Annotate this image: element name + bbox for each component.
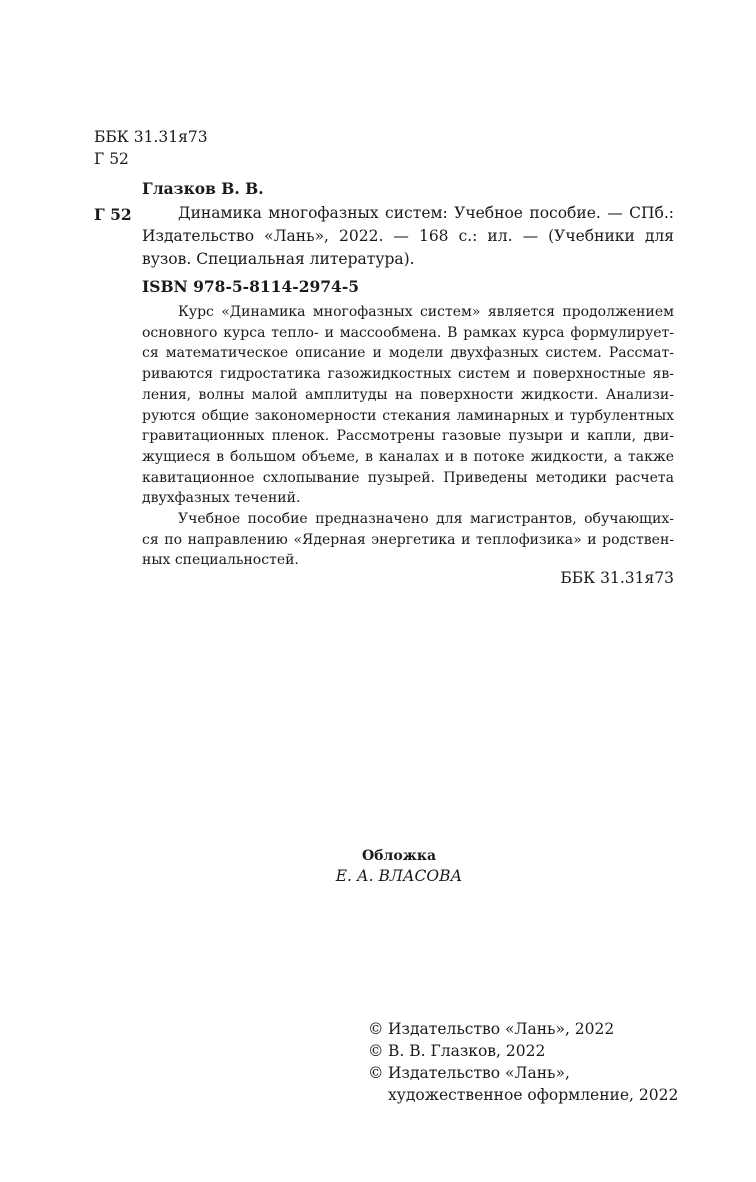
abstract-line: жущиеся в большом объеме, в каналах и в потоке жидкости, а также: [142, 448, 674, 465]
copyright-text: В. В. Глазков, 2022: [388, 1042, 546, 1060]
abstract-line: руются общие закономерности стекания ламинарных и турбулентных: [142, 407, 674, 424]
biblio-line: Динамика многофазных систем: Учебное пособие. — СПб.:: [178, 204, 674, 222]
copyright-text: Издательство «Лань», 2022: [388, 1020, 615, 1038]
author-mark-left: Г 52: [94, 205, 132, 224]
author-name: Глазков В. В.: [142, 179, 264, 198]
cover-credit: [0, 846, 756, 886]
biblio-line: Издательство «Лань», 2022. — 168 с.: ил. — (Учебники для: [142, 227, 674, 245]
abstract-line: основного курса тепло- и массообмена. В рамках курса формулирует-: [142, 324, 674, 341]
copyright-continuation: художественное оформление, 2022: [388, 1086, 679, 1104]
copyright-text: Издательство «Лань»,: [388, 1064, 570, 1082]
copyright-row: [368, 1040, 678, 1062]
copyright-icon: ©: [368, 1064, 384, 1082]
isbn: ISBN 978-5-8114-2974-5: [142, 277, 360, 296]
bbk-index-bottom: ББК 31.31я73: [560, 569, 674, 587]
copyright-icon: ©: [368, 1042, 384, 1060]
cover-designer-name: Е. А. ВЛАСОВА: [335, 867, 463, 885]
abstract-line: ления, волны малой амплитуды на поверхности жидкости. Анализи-: [142, 386, 674, 403]
abstract-line: Курс «Динамика многофазных систем» является продолжением: [178, 304, 674, 320]
author-mark: Г 52: [94, 150, 129, 168]
copyright-row: [368, 1018, 678, 1040]
copyright-block: [368, 1018, 678, 1106]
biblio-line: вузов. Специальная литература).: [142, 250, 415, 268]
abstract-line: риваются гидростатика газожидкостных систем и поверхностные яв-: [142, 366, 674, 383]
cover-credit-title: Обложка: [361, 848, 437, 864]
abstract-line: ных специальностей.: [142, 552, 299, 569]
bbk-header: [94, 126, 208, 170]
abstract-line: гравитационных пленок. Рассмотрены газовые пузыри и капли, дви-: [142, 428, 674, 445]
copyright-icon: ©: [368, 1020, 384, 1038]
bbk-index: ББК 31.31я73: [94, 128, 208, 146]
bibliographic-description: [142, 202, 674, 271]
abstract-line: двухфазных течений.: [142, 490, 301, 507]
abstract: [142, 302, 674, 571]
abstract-line: ся по направлению «Ядерная энергетика и теплофизика» и родствен-: [142, 531, 674, 548]
abstract-line: Учебное пособие предназначено для магистрантов, обучающих-: [178, 511, 674, 528]
abstract-line: кавитационное схлопывание пузырей. Приведены методики расчета: [142, 469, 674, 486]
copyright-row: [368, 1062, 678, 1084]
abstract-line: ся математическое описание и модели двухфазных систем. Рассмат-: [142, 345, 674, 362]
